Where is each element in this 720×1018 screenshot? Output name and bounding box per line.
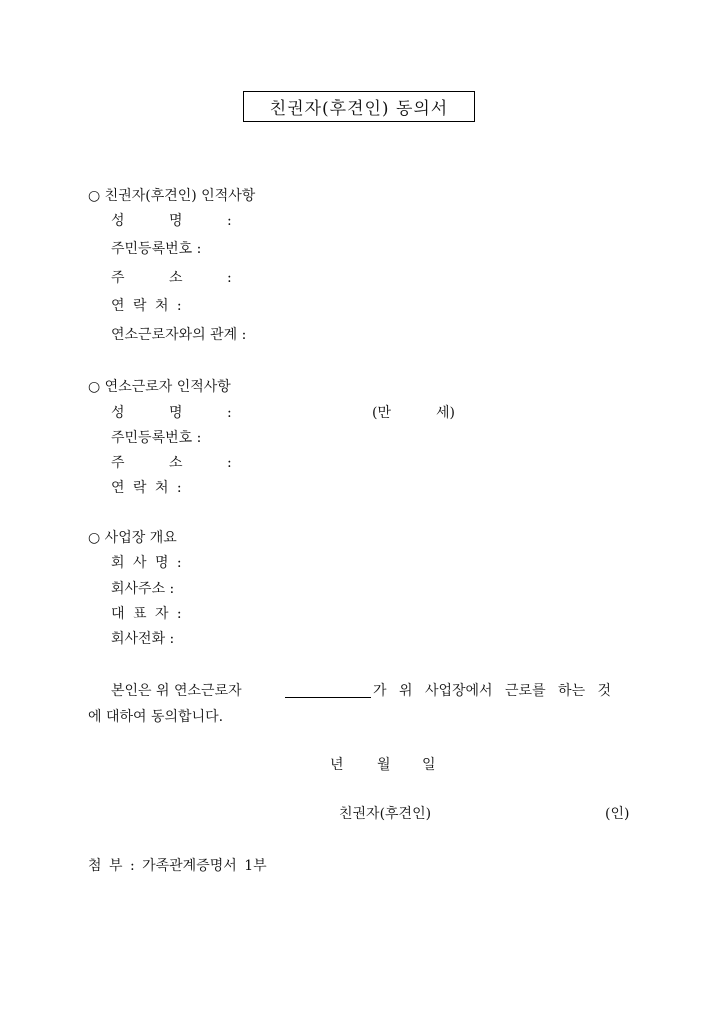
- document-title: 친권자(후견인) 동의서: [243, 91, 475, 122]
- guardian-relation-label: 연소근로자와의 관계 :: [111, 327, 247, 343]
- consent-text-part2: 가 위 사업장에서 근로를 하는 것: [373, 683, 612, 699]
- consent-text-line2: 에 대하여 동의합니다.: [88, 709, 224, 725]
- representative-label: 대 표 자 :: [111, 606, 182, 622]
- consent-text-part1: 본인은 위 연소근로자: [111, 683, 242, 699]
- minor-reg-label: 주민등록번호 :: [111, 430, 202, 446]
- minor-age-open: (만: [372, 405, 391, 421]
- company-address-label: 회사주소 :: [111, 581, 175, 597]
- guardian-contact-label: 연 락 처 :: [111, 298, 182, 314]
- company-name-label: 회 사 명 :: [111, 555, 182, 571]
- guardian-name-label: 성 명 :: [111, 213, 232, 229]
- date-year: 년: [330, 757, 344, 773]
- minor-address-label: 주 소 :: [111, 455, 232, 471]
- guardian-section-heading: ○ 친권자(후견인) 인적사항: [88, 188, 256, 204]
- attachment-note: 첨 부 : 가족관계증명서 1부: [88, 858, 267, 874]
- minor-name-label: 성 명 :: [111, 405, 232, 421]
- signature-label: 친권자(후견인): [339, 806, 432, 822]
- guardian-address-label: 주 소 :: [111, 270, 232, 286]
- date-day: 일: [422, 757, 436, 773]
- seal-mark: (인): [605, 806, 630, 822]
- minor-contact-label: 연 락 처 :: [111, 480, 182, 496]
- business-section-heading: ○ 사업장 개요: [88, 530, 177, 546]
- company-phone-label: 회사전화 :: [111, 631, 175, 647]
- guardian-reg-label: 주민등록번호 :: [111, 241, 202, 257]
- minor-section-heading: ○ 연소근로자 인적사항: [88, 379, 231, 395]
- minor-name-blank: [285, 697, 371, 698]
- date-month: 월: [377, 757, 391, 773]
- minor-age-close: 세): [436, 405, 455, 421]
